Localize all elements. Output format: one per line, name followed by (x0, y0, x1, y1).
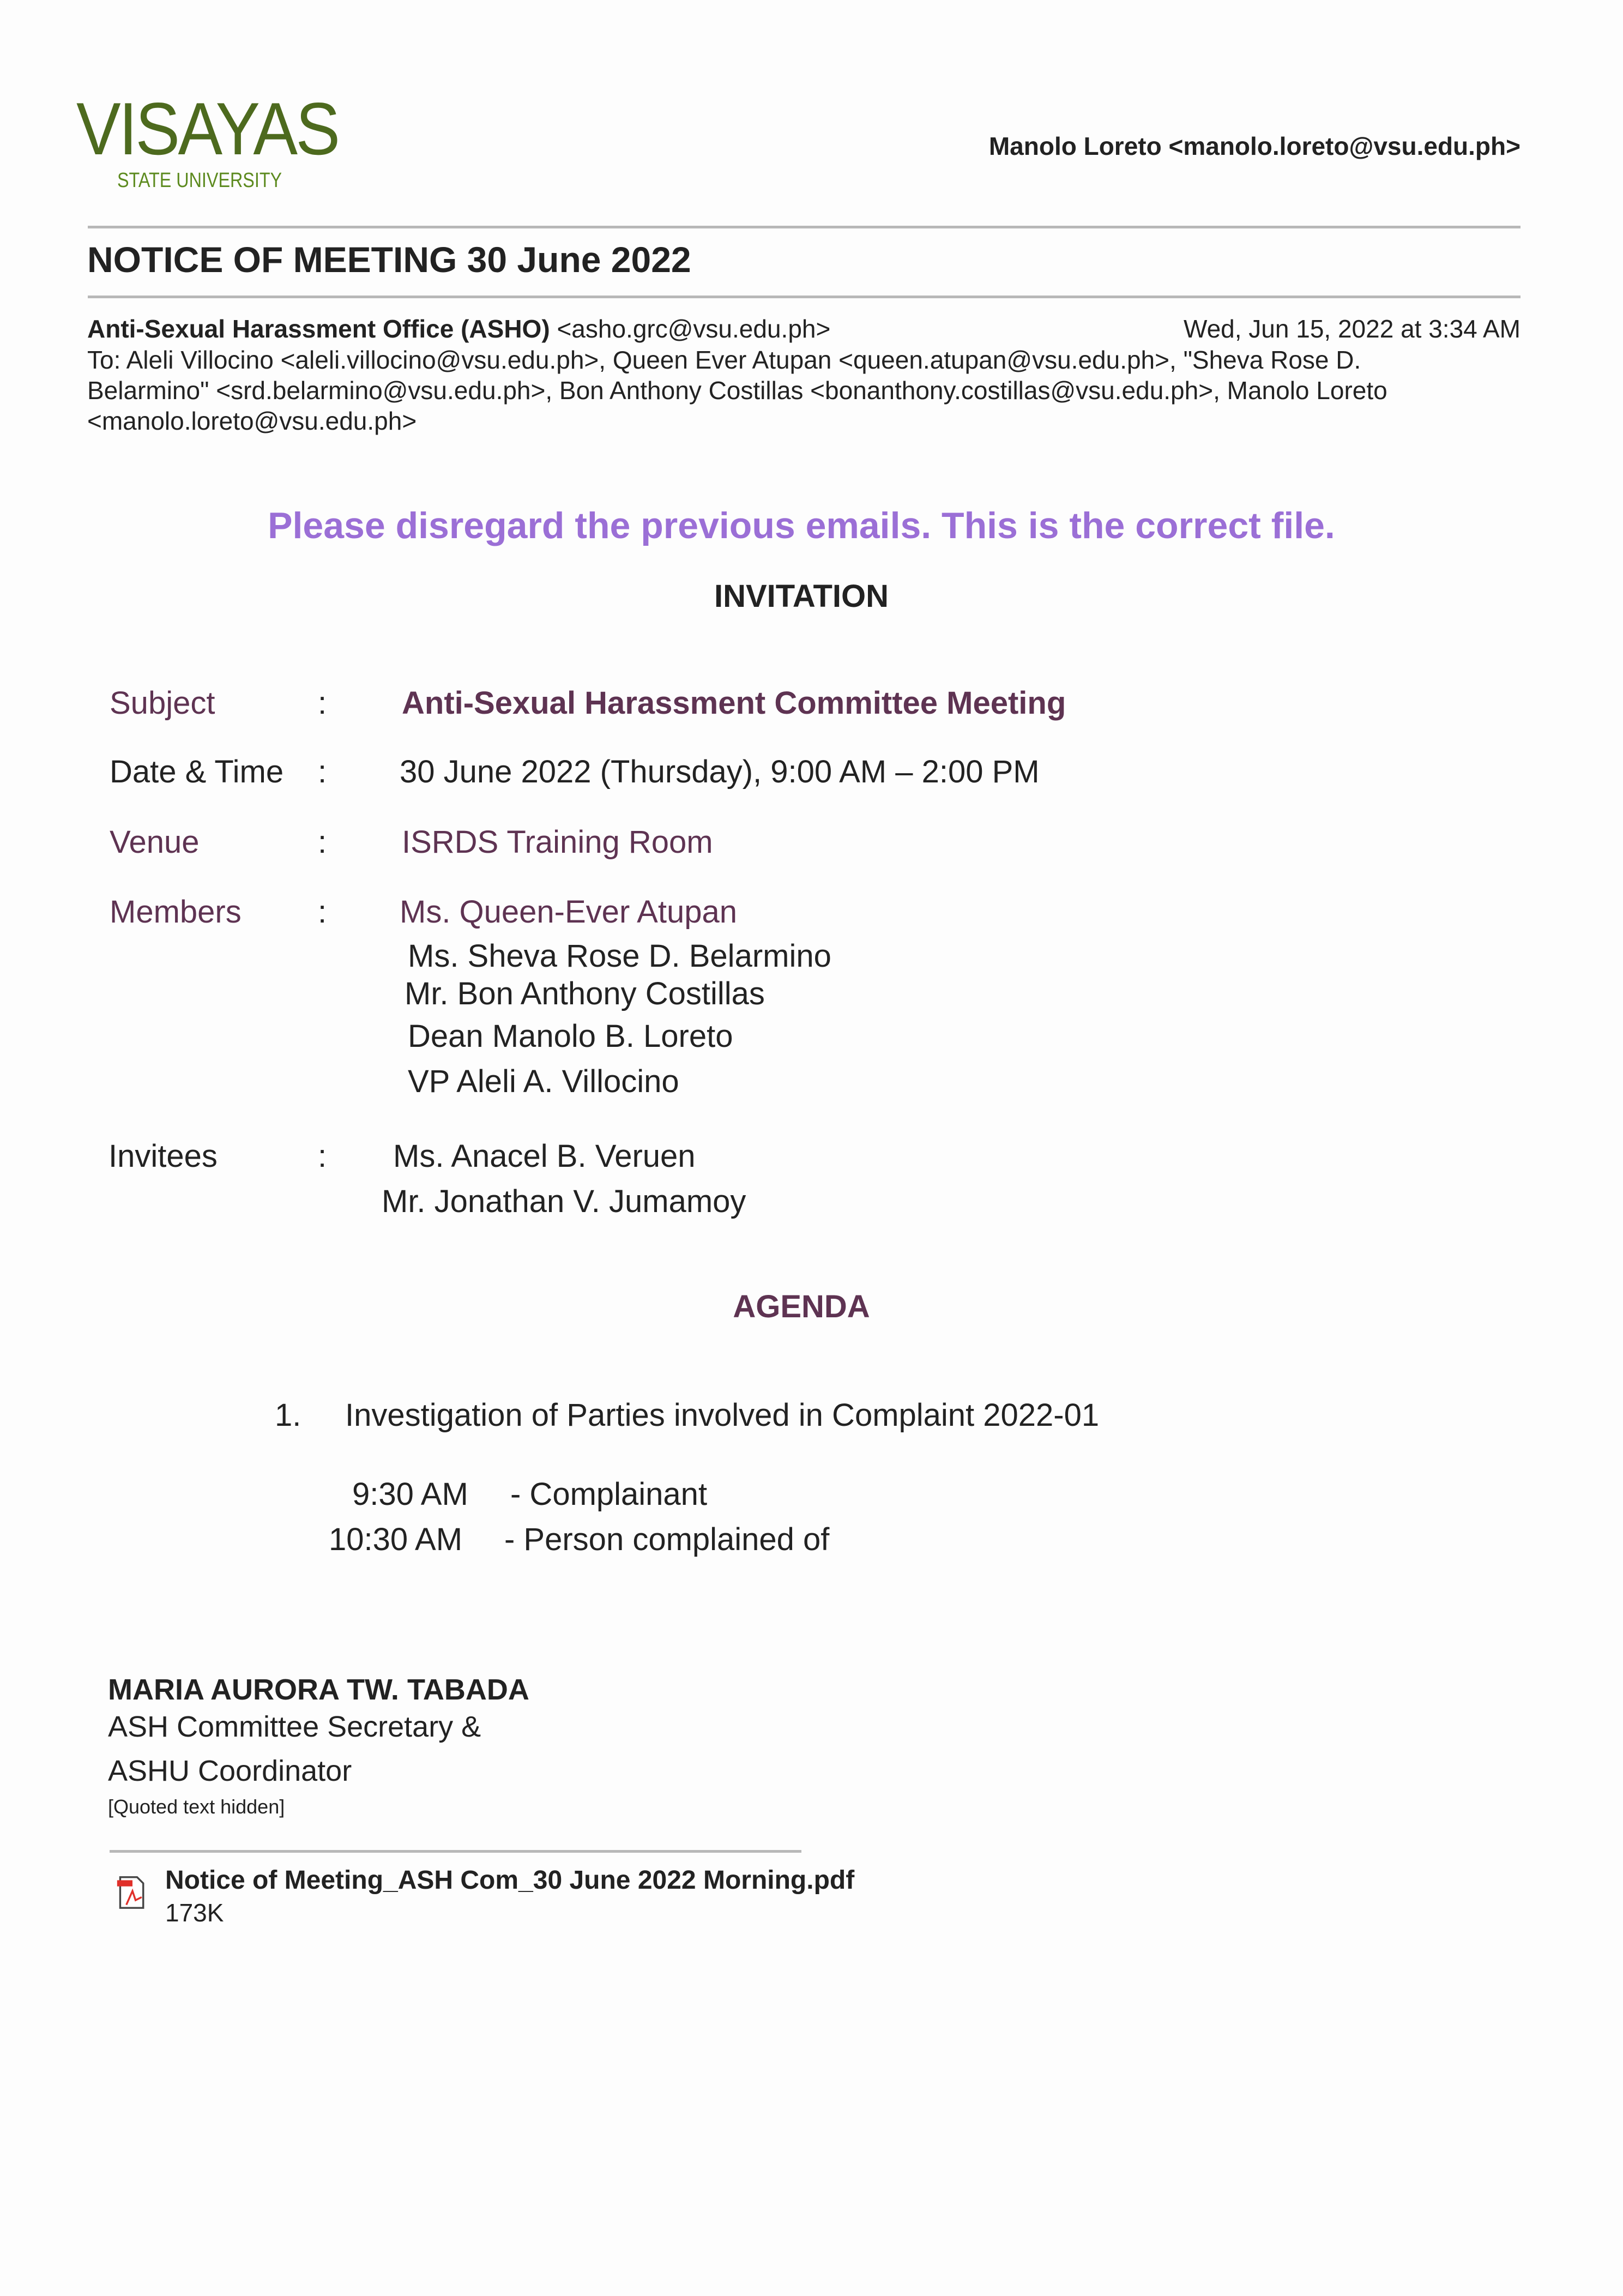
attachment-size: 173K (165, 1899, 224, 1927)
signatory-title: ASHU Coordinator (108, 1755, 352, 1787)
colon: : (318, 894, 327, 930)
logo-main: VISAYAS (76, 87, 339, 170)
member: Ms. Sheva Rose D. Belarmino (408, 938, 831, 974)
to-line: To: Aleli Villocino <aleli.villocino@vsu.edu.ph>, Queen Ever Atupan <queen.atupan@vsu.edu.ph>, "Sheva Rose D. (87, 346, 1361, 374)
disregard-banner: Please disregard the previous emails. This is the correct file. (268, 505, 1335, 546)
schedule-desc: - Complainant (510, 1477, 708, 1512)
colon: : (318, 685, 327, 721)
colon: : (318, 754, 327, 790)
email-date: Wed, Jun 15, 2022 at 3:34 AM (1183, 315, 1521, 343)
logo-sub: STATE UNIVERSITY (117, 169, 282, 192)
invitation-heading: INVITATION (714, 578, 889, 614)
divider (88, 226, 1521, 228)
invitee: Mr. Jonathan V. Jumamoy (382, 1184, 746, 1219)
divider (88, 296, 1521, 298)
sender-name: Anti-Sexual Harassment Office (ASHO) (87, 315, 550, 343)
datetime-label: Date & Time (110, 754, 284, 790)
divider (110, 1850, 801, 1853)
sender (87, 316, 830, 341)
signatory-name: MARIA AURORA TW. TABADA (108, 1673, 529, 1706)
email-subject-title: NOTICE OF MEETING 30 June 2022 (87, 239, 691, 280)
agenda-heading: AGENDA (733, 1289, 870, 1324)
subject-label: Subject (110, 685, 215, 721)
venue-label: Venue (110, 824, 200, 860)
colon: : (318, 1138, 327, 1174)
agenda-item-number: 1. (275, 1397, 301, 1433)
subject-value: Anti-Sexual Harassment Committee Meeting (402, 685, 1066, 721)
attachment-filename[interactable]: Notice of Meeting_ASH Com_30 June 2022 Morning.pdf (165, 1866, 855, 1895)
to-line: Belarmino" <srd.belarmino@vsu.edu.ph>, Bon Anthony Costillas <bonanthony.costillas@vsu.edu.ph>, Manolo Loreto (87, 376, 1387, 405)
to-line: <manolo.loreto@vsu.edu.ph> (87, 407, 417, 435)
schedule-time: 9:30 AM (352, 1477, 468, 1512)
agenda-item-text: Investigation of Parties involved in Complaint 2022-01 (345, 1397, 1100, 1433)
members-label: Members (110, 894, 242, 930)
invitee: Ms. Anacel B. Veruen (393, 1138, 696, 1174)
schedule-desc: - Person complained of (504, 1522, 830, 1557)
member: VP Aleli A. Villocino (408, 1064, 679, 1099)
signatory-title: ASH Committee Secretary & (108, 1710, 481, 1743)
member: Mr. Bon Anthony Costillas (405, 976, 765, 1011)
sender-email: <asho.grc@vsu.edu.ph> (557, 315, 831, 343)
colon: : (318, 824, 327, 860)
quoted-text-hidden[interactable]: [Quoted text hidden] (108, 1795, 285, 1818)
venue-value: ISRDS Training Room (402, 824, 713, 860)
datetime-value: 30 June 2022 (Thursday), 9:00 AM – 2:00 PM (400, 754, 1040, 790)
member: Dean Manolo B. Loreto (408, 1019, 733, 1054)
pdf-icon (116, 1876, 149, 1909)
schedule-time: 10:30 AM (329, 1522, 463, 1557)
member: Ms. Queen-Ever Atupan (400, 894, 737, 930)
recipient-header: Manolo Loreto <manolo.loreto@vsu.edu.ph> (988, 132, 1521, 160)
invitees-label: Invitees (108, 1138, 218, 1174)
